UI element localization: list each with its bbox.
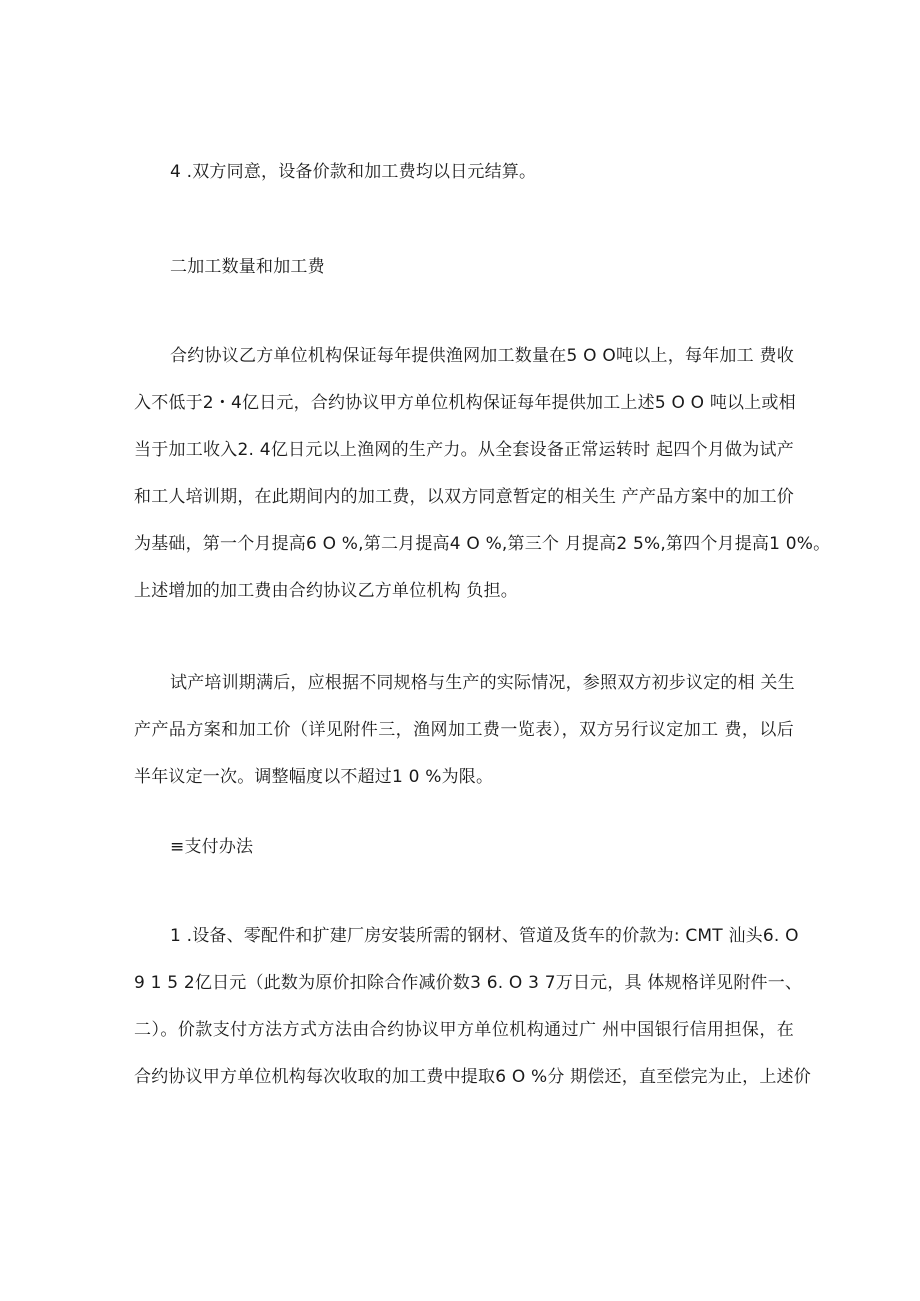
para1-line-4: 和工人培训期，在此期间内的加工费，以双方同意暂定的相关生 产产品方案中的加工价 [134, 487, 794, 507]
para2-line-3: 半年议定一次。调整幅度以不超过1 0 %为限。 [134, 767, 494, 787]
section-2-heading: 二加工数量和加工费 [170, 257, 325, 277]
para2-line-2: 产产品方案和加工价（详见附件三，渔网加工费一览表），双方另行议定加工 费，以后 [134, 720, 794, 740]
para1-line-1: 合约协议乙方单位机构保证每年提供渔网加工数量在5 O O吨以上，每年加工 费收 [170, 346, 794, 366]
para1-line-2: 入不低于2・4亿日元，合约协议甲方单位机构保证每年提供加工上述5 O O 吨以上或相 [134, 393, 796, 413]
para3-line-3: 二）。价款支付方法方式方法由合约协议甲方单位机构通过广 州中国银行信用担保，在 [134, 1020, 794, 1040]
para3-line-4: 合约协议甲方单位机构每次收取的加工费中提取6 O %分 期偿还，直至偿完为止，上述价 [134, 1067, 811, 1087]
section-3-heading: ≡支付办法 [170, 837, 254, 857]
para1-line-3: 当于加工收入2. 4亿日元以上渔网的生产力。从全套设备正常运转时 起四个月做为试产 [134, 440, 794, 460]
para3-line-2: 9 1 5 2亿日元（此数为原价扣除合作减价数3 6. O 3 7万日元，具 体规格详见附件一、 [134, 973, 803, 993]
para1-line-5: 为基础，第一个月提高6 O %,第二月提高4 O %,第三个 月提高2 5%,第四个月提高1 0%。 [134, 534, 831, 554]
para1-line-6: 上述增加的加工费由合约协议乙方单位机构 负担。 [134, 581, 519, 601]
item-4-text: 4 .双方同意，设备价款和加工费均以日元结算。 [170, 162, 537, 182]
para3-line-1: 1 .设备、零配件和扩建厂房安装所需的钢材、管道及货车的价款为: CMT 汕头6. O [170, 926, 799, 946]
para2-line-1: 试产培训期满后，应根据不同规格与生产的实际情况，参照双方初步议定的相 关生 [170, 673, 795, 693]
